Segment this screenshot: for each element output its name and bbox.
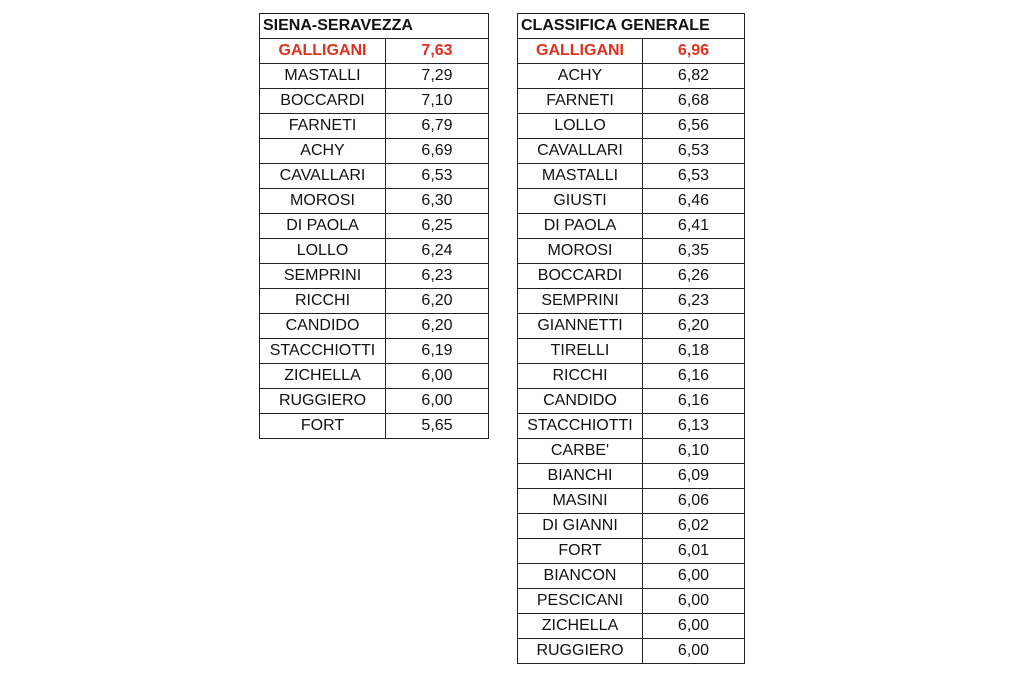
- table-row: [518, 289, 745, 314]
- player-score: 6,16: [643, 389, 745, 414]
- classifica-generale-table: [517, 13, 745, 664]
- table-row: [260, 214, 489, 239]
- player-score: 6,00: [386, 364, 489, 389]
- player-name: LOLLO: [260, 239, 386, 264]
- player-score: 6,02: [643, 514, 745, 539]
- table-row: [518, 264, 745, 289]
- player-name: ZICHELLA: [518, 614, 643, 639]
- table-row: [518, 539, 745, 564]
- siena-seravezza-title: SIENA-SERAVEZZA: [260, 14, 489, 39]
- player-name: DI PAOLA: [260, 214, 386, 239]
- table-row: [260, 264, 489, 289]
- player-score: 6,23: [643, 289, 745, 314]
- table-row: [518, 314, 745, 339]
- table-row: [260, 139, 489, 164]
- player-score: 6,20: [386, 314, 489, 339]
- table-row: [260, 389, 489, 414]
- player-name: RICCHI: [518, 364, 643, 389]
- table-row: [260, 64, 489, 89]
- table-row: [260, 164, 489, 189]
- player-name: MASTALLI: [260, 64, 386, 89]
- player-name: GIANNETTI: [518, 314, 643, 339]
- player-score: 6,20: [386, 289, 489, 314]
- player-score: 6,53: [386, 164, 489, 189]
- player-score: 6,00: [643, 614, 745, 639]
- table-row: [518, 464, 745, 489]
- player-name: FORT: [260, 414, 386, 439]
- player-name: PESCICANI: [518, 589, 643, 614]
- player-score: 6,53: [643, 164, 745, 189]
- player-name: TIRELLI: [518, 339, 643, 364]
- player-score: 6,13: [643, 414, 745, 439]
- player-name: FARNETI: [260, 114, 386, 139]
- table-row: [260, 339, 489, 364]
- table-row: [260, 314, 489, 339]
- player-name: LOLLO: [518, 114, 643, 139]
- table-row: [260, 414, 489, 439]
- player-score: 6,00: [386, 389, 489, 414]
- table-row: [518, 339, 745, 364]
- player-name: GALLIGANI: [260, 39, 386, 64]
- classifica-generale-table-body: [518, 14, 745, 664]
- table-title-row: [260, 14, 489, 39]
- player-score: 6,24: [386, 239, 489, 264]
- player-name: RICCHI: [260, 289, 386, 314]
- player-score: 6,16: [643, 364, 745, 389]
- table-row: [518, 514, 745, 539]
- player-name: CAVALLARI: [260, 164, 386, 189]
- table-row: [260, 114, 489, 139]
- table-row: [518, 214, 745, 239]
- player-name: BIANCON: [518, 564, 643, 589]
- siena-seravezza-table: [259, 13, 489, 439]
- table-row: [518, 389, 745, 414]
- table-row: [518, 114, 745, 139]
- player-score: 6,00: [643, 589, 745, 614]
- table-row: [518, 89, 745, 114]
- player-score: 6,18: [643, 339, 745, 364]
- player-score: 6,30: [386, 189, 489, 214]
- player-score: 6,00: [643, 564, 745, 589]
- player-score: 6,35: [643, 239, 745, 264]
- player-score: 6,41: [643, 214, 745, 239]
- player-score: 6,56: [643, 114, 745, 139]
- table-row: [518, 189, 745, 214]
- table-row: [260, 189, 489, 214]
- player-score: 6,20: [643, 314, 745, 339]
- table-row: [518, 64, 745, 89]
- table-row: [518, 414, 745, 439]
- player-name: CAVALLARI: [518, 139, 643, 164]
- player-name: STACCHIOTTI: [518, 414, 643, 439]
- table-row: [260, 39, 489, 64]
- player-name: FORT: [518, 539, 643, 564]
- table-row: [518, 39, 745, 64]
- table-title-row: [518, 14, 745, 39]
- player-name: RUGGIERO: [260, 389, 386, 414]
- table-row: [518, 614, 745, 639]
- player-score: 6,68: [643, 89, 745, 114]
- classifica-generale-title: CLASSIFICA GENERALE: [518, 14, 745, 39]
- player-score: 6,26: [643, 264, 745, 289]
- player-score: 6,01: [643, 539, 745, 564]
- table-row: [518, 564, 745, 589]
- player-name: FARNETI: [518, 89, 643, 114]
- table-row: [260, 239, 489, 264]
- table-row: [518, 364, 745, 389]
- table-row: [518, 139, 745, 164]
- table-row: [518, 439, 745, 464]
- player-name: DI PAOLA: [518, 214, 643, 239]
- player-score: 6,00: [643, 639, 745, 664]
- table-row: [518, 639, 745, 664]
- player-score: 6,79: [386, 114, 489, 139]
- player-score: 7,63: [386, 39, 489, 64]
- player-name: CANDIDO: [518, 389, 643, 414]
- player-score: 6,96: [643, 39, 745, 64]
- player-name: DI GIANNI: [518, 514, 643, 539]
- player-score: 7,10: [386, 89, 489, 114]
- player-name: ACHY: [518, 64, 643, 89]
- table-row: [518, 239, 745, 264]
- table-row: [260, 89, 489, 114]
- player-name: CARBE': [518, 439, 643, 464]
- player-name: SEMPRINI: [260, 264, 386, 289]
- player-name: STACCHIOTTI: [260, 339, 386, 364]
- player-name: BIANCHI: [518, 464, 643, 489]
- player-score: 7,29: [386, 64, 489, 89]
- player-name: MOROSI: [518, 239, 643, 264]
- table-row: [260, 364, 489, 389]
- siena-seravezza-table-body: [260, 14, 489, 439]
- player-name: ACHY: [260, 139, 386, 164]
- player-score: 6,25: [386, 214, 489, 239]
- player-score: 6,19: [386, 339, 489, 364]
- table-row: [518, 589, 745, 614]
- player-score: 6,10: [643, 439, 745, 464]
- table-row: [518, 489, 745, 514]
- player-score: 6,46: [643, 189, 745, 214]
- player-name: RUGGIERO: [518, 639, 643, 664]
- player-score: 6,06: [643, 489, 745, 514]
- player-score: 6,82: [643, 64, 745, 89]
- player-name: GALLIGANI: [518, 39, 643, 64]
- player-name: ZICHELLA: [260, 364, 386, 389]
- player-name: BOCCARDI: [518, 264, 643, 289]
- table-row: [518, 164, 745, 189]
- player-name: MOROSI: [260, 189, 386, 214]
- player-name: MASINI: [518, 489, 643, 514]
- player-score: 6,53: [643, 139, 745, 164]
- player-name: MASTALLI: [518, 164, 643, 189]
- player-score: 6,09: [643, 464, 745, 489]
- player-name: BOCCARDI: [260, 89, 386, 114]
- player-name: GIUSTI: [518, 189, 643, 214]
- player-score: 5,65: [386, 414, 489, 439]
- player-name: CANDIDO: [260, 314, 386, 339]
- player-score: 6,69: [386, 139, 489, 164]
- player-name: SEMPRINI: [518, 289, 643, 314]
- player-score: 6,23: [386, 264, 489, 289]
- table-row: [260, 289, 489, 314]
